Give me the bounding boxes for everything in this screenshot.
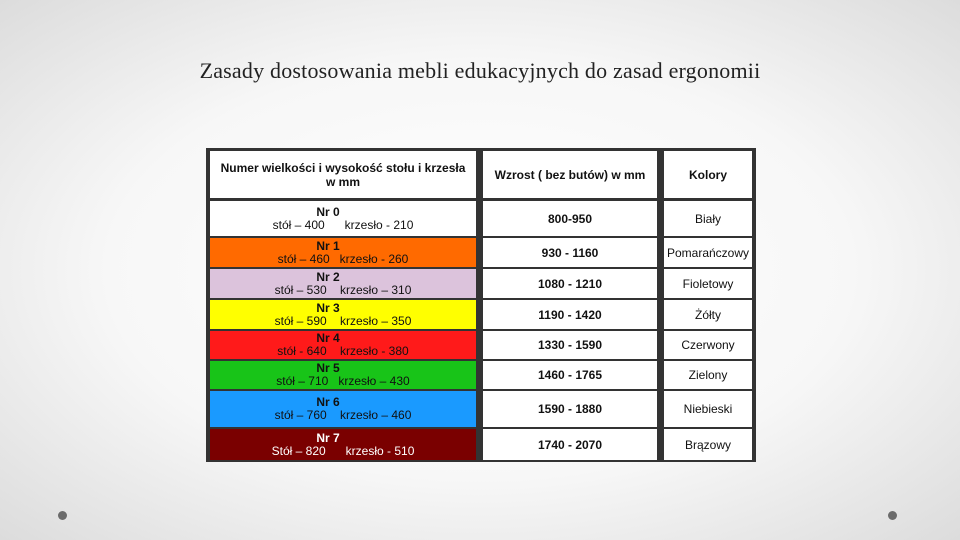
size-cell <box>210 300 476 329</box>
height-cell: 1080 - 1210 <box>483 269 657 298</box>
size-number: Nr 0 <box>316 204 340 219</box>
header-height: Wzrost ( bez butów) w mm <box>483 151 657 198</box>
header-colors: Kolory <box>664 151 752 198</box>
height-cell: 1460 - 1765 <box>483 361 657 389</box>
color-name-cell: Biały <box>664 201 752 236</box>
color-name-cell: Zielony <box>664 361 752 389</box>
size-number: Nr 7 <box>316 430 340 445</box>
table-chair-dimensions: stół - 640 krzesło - 380 <box>277 344 409 358</box>
slide-title: Zasady dostosowania mebli edukacyjnych do zasad ergonomii <box>199 58 761 83</box>
table-chair-dimensions: Stół – 820 krzesło - 510 <box>271 443 415 458</box>
height-cell: 1740 - 2070 <box>483 429 657 460</box>
size-number: Nr 6 <box>316 395 340 409</box>
color-column <box>662 149 754 461</box>
color-name-cell: Żółty <box>664 300 752 329</box>
decorative-dot-right <box>888 511 897 520</box>
table-chair-dimensions: stół – 710 krzesło – 430 <box>276 374 410 388</box>
height-cell: 1590 - 1880 <box>483 391 657 427</box>
furniture-size-table <box>206 148 756 462</box>
size-cell <box>210 331 476 359</box>
size-cell <box>210 269 476 298</box>
header-size: Numer wielkości i wysokość stołu i krzesła w mm <box>210 151 476 198</box>
height-column <box>481 149 659 461</box>
height-cell: 800-950 <box>483 201 657 236</box>
size-number: Nr 2 <box>316 269 340 284</box>
table-chair-dimensions: stół – 590 krzesło – 350 <box>274 313 412 328</box>
size-number: Nr 5 <box>316 361 340 375</box>
size-number: Nr 1 <box>316 238 340 253</box>
table-chair-dimensions: stół – 760 krzesło – 460 <box>274 408 412 422</box>
color-name-cell: Niebieski <box>664 391 752 427</box>
color-name-cell: Brązowy <box>664 429 752 460</box>
height-cell: 1330 - 1590 <box>483 331 657 359</box>
size-cell <box>210 361 476 389</box>
size-column <box>208 149 478 461</box>
color-name-cell: Pomarańczowy <box>664 238 752 267</box>
size-number: Nr 3 <box>316 300 340 315</box>
height-cell: 1190 - 1420 <box>483 300 657 329</box>
size-cell <box>210 238 476 267</box>
size-cell <box>210 201 476 236</box>
color-name-cell: Fioletowy <box>664 269 752 298</box>
decorative-dot-left <box>58 511 67 520</box>
table-chair-dimensions: stół – 460 krzesło - 260 <box>277 251 409 266</box>
color-name-cell: Czerwony <box>664 331 752 359</box>
size-number: Nr 4 <box>316 331 340 345</box>
size-cell <box>210 429 476 460</box>
height-cell: 930 - 1160 <box>483 238 657 267</box>
table-chair-dimensions: stół – 530 krzesło – 310 <box>274 282 412 297</box>
size-cell <box>210 391 476 427</box>
table-chair-dimensions: stół – 400 krzesło - 210 <box>272 217 414 232</box>
